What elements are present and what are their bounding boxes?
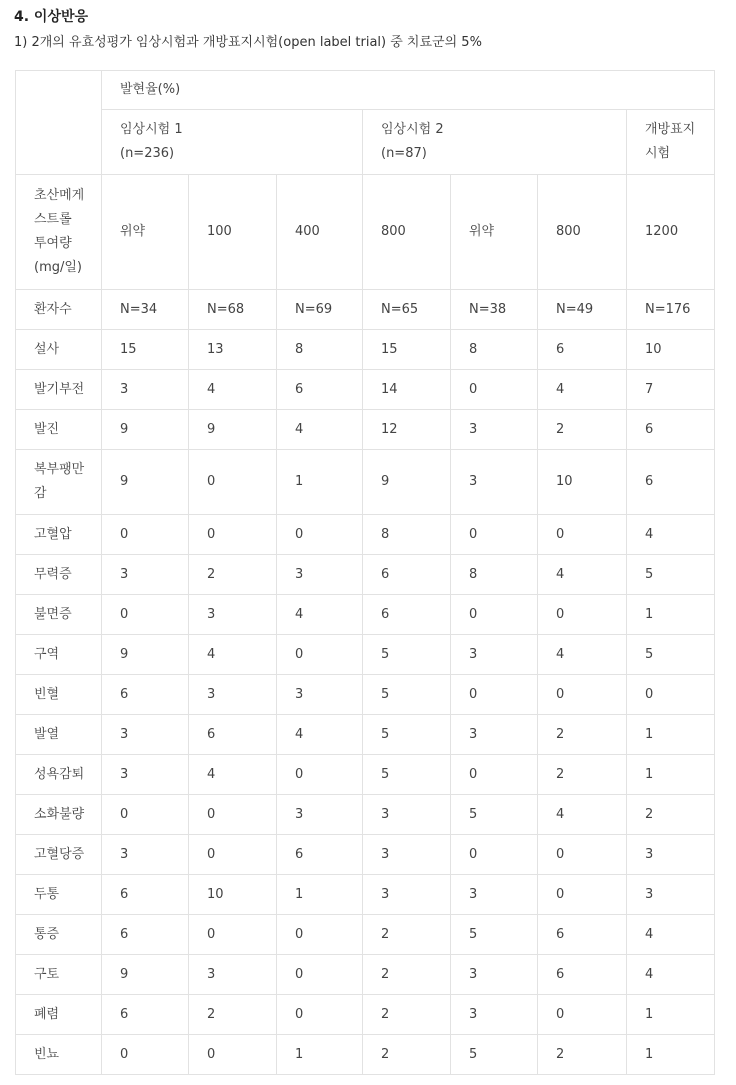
value-cell: 3 xyxy=(451,410,538,450)
value-cell: 0 xyxy=(102,515,189,555)
value-cell: 0 xyxy=(277,635,363,675)
row-label-cell: 성욕감퇴 xyxy=(16,755,102,795)
value-cell: 4 xyxy=(189,370,277,410)
section-subtitle: 1) 2개의 유효성평가 임상시험과 개방표지시험(open label trial) 중 치료군의 5% xyxy=(14,35,482,50)
value-cell: 6 xyxy=(102,675,189,715)
dose-label-line: 투여량 xyxy=(34,236,72,251)
value-cell: 8 xyxy=(363,515,451,555)
value-cell: 0 xyxy=(451,515,538,555)
value-cell: 0 xyxy=(277,915,363,955)
table-row xyxy=(16,755,715,795)
value-cell: 2 xyxy=(363,995,451,1035)
table-row xyxy=(16,715,715,755)
value-cell: 9 xyxy=(102,410,189,450)
section-heading: 4. 이상반응 xyxy=(14,9,89,25)
value-cell: 0 xyxy=(277,955,363,995)
value-cell: 5 xyxy=(363,675,451,715)
value-cell: 6 xyxy=(277,835,363,875)
value-cell: 4 xyxy=(627,515,715,555)
row-label-cell: 구토 xyxy=(16,955,102,995)
value-cell: 3 xyxy=(451,635,538,675)
value-cell: 12 xyxy=(363,410,451,450)
table-row xyxy=(16,515,715,555)
dose-cell: 1200 xyxy=(627,175,715,290)
value-cell: 9 xyxy=(102,450,189,515)
value-cell: 3 xyxy=(451,955,538,995)
row-label-cell: 고혈압 xyxy=(16,515,102,555)
value-cell: 5 xyxy=(627,635,715,675)
value-cell: 0 xyxy=(102,1035,189,1075)
patient-count-cell: N=49 xyxy=(538,290,627,330)
row-label-cell: 설사 xyxy=(16,330,102,370)
table-row xyxy=(16,635,715,675)
value-cell: 6 xyxy=(277,370,363,410)
dose-label-line: (mg/일) xyxy=(34,260,82,275)
group-header-line: (n=236) xyxy=(120,146,175,161)
value-cell: 6 xyxy=(189,715,277,755)
value-cell: 4 xyxy=(538,795,627,835)
group-header-open-label xyxy=(627,110,715,175)
row-label-cell: 빈뇨 xyxy=(16,1035,102,1075)
table-row xyxy=(16,555,715,595)
table-row xyxy=(16,835,715,875)
row-label-cell: 빈혈 xyxy=(16,675,102,715)
value-cell: 4 xyxy=(627,915,715,955)
value-cell: 6 xyxy=(363,555,451,595)
value-cell: 0 xyxy=(277,515,363,555)
value-cell: 3 xyxy=(363,875,451,915)
value-cell: 8 xyxy=(451,555,538,595)
value-cell: 6 xyxy=(538,330,627,370)
value-cell: 3 xyxy=(102,755,189,795)
table-row xyxy=(16,675,715,715)
value-cell: 6 xyxy=(538,915,627,955)
row-label-cell: 구역 xyxy=(16,635,102,675)
value-cell: 8 xyxy=(277,330,363,370)
value-cell: 6 xyxy=(363,595,451,635)
dose-label-line: 스트롤 xyxy=(34,212,72,227)
value-cell: 10 xyxy=(627,330,715,370)
value-cell: 5 xyxy=(627,555,715,595)
table-row xyxy=(16,955,715,995)
adverse-reactions-table xyxy=(15,70,715,1075)
group-header-trial-1 xyxy=(102,110,363,175)
dose-row xyxy=(16,175,715,290)
value-cell: 0 xyxy=(189,915,277,955)
value-cell: 3 xyxy=(102,370,189,410)
value-cell: 0 xyxy=(451,835,538,875)
value-cell: 4 xyxy=(189,635,277,675)
adverse-event-rows xyxy=(16,330,715,1075)
value-cell: 5 xyxy=(363,715,451,755)
dose-cell: 800 xyxy=(538,175,627,290)
value-cell: 3 xyxy=(102,555,189,595)
value-cell: 4 xyxy=(277,715,363,755)
value-cell: 0 xyxy=(451,370,538,410)
value-cell: 9 xyxy=(189,410,277,450)
value-cell: 4 xyxy=(538,370,627,410)
value-cell: 3 xyxy=(189,595,277,635)
value-cell: 2 xyxy=(363,915,451,955)
dose-cell: 100 xyxy=(189,175,277,290)
value-cell: 2 xyxy=(189,995,277,1035)
header-row-rate xyxy=(16,71,715,110)
value-cell: 2 xyxy=(538,755,627,795)
value-cell: 3 xyxy=(102,835,189,875)
patient-count-cell: N=69 xyxy=(277,290,363,330)
rate-header-cell: 발현율(%) xyxy=(102,71,715,110)
value-cell: 0 xyxy=(451,675,538,715)
patient-count-cell: N=68 xyxy=(189,290,277,330)
group-header-line: 임상시험 2 xyxy=(381,122,444,137)
patient-count-cell: N=38 xyxy=(451,290,538,330)
value-cell: 6 xyxy=(627,410,715,450)
row-label-cell: 두통 xyxy=(16,875,102,915)
value-cell: 0 xyxy=(538,515,627,555)
dose-cell: 위약 xyxy=(102,175,189,290)
value-cell: 0 xyxy=(538,995,627,1035)
patient-count-cell: N=34 xyxy=(102,290,189,330)
group-header-line: (n=87) xyxy=(381,146,427,161)
patient-count-label: 환자수 xyxy=(16,290,102,330)
value-cell: 7 xyxy=(627,370,715,410)
value-cell: 1 xyxy=(277,875,363,915)
table-row xyxy=(16,1035,715,1075)
value-cell: 4 xyxy=(538,635,627,675)
value-cell: 3 xyxy=(363,835,451,875)
table-row xyxy=(16,915,715,955)
header-corner-cell xyxy=(16,71,102,175)
table-row xyxy=(16,875,715,915)
value-cell: 4 xyxy=(189,755,277,795)
value-cell: 5 xyxy=(363,635,451,675)
row-label-cell: 발진 xyxy=(16,410,102,450)
value-cell: 3 xyxy=(451,875,538,915)
group-header-line: 임상시험 1 xyxy=(120,122,183,137)
value-cell: 2 xyxy=(363,955,451,995)
group-header-trial-2 xyxy=(363,110,627,175)
value-cell: 14 xyxy=(363,370,451,410)
value-cell: 6 xyxy=(627,450,715,515)
value-cell: 3 xyxy=(451,450,538,515)
value-cell: 3 xyxy=(277,675,363,715)
row-label-line: 감 xyxy=(34,486,47,501)
value-cell: 0 xyxy=(277,755,363,795)
row-label-cell: 발기부전 xyxy=(16,370,102,410)
value-cell: 9 xyxy=(363,450,451,515)
value-cell: 2 xyxy=(627,795,715,835)
value-cell: 6 xyxy=(538,955,627,995)
row-label-cell: 발열 xyxy=(16,715,102,755)
value-cell: 0 xyxy=(538,595,627,635)
dose-cell: 위약 xyxy=(451,175,538,290)
value-cell: 5 xyxy=(451,915,538,955)
row-label-cell: 불면증 xyxy=(16,595,102,635)
value-cell: 1 xyxy=(627,595,715,635)
patient-count-row xyxy=(16,290,715,330)
dose-label-line: 초산메게 xyxy=(34,188,85,203)
value-cell: 2 xyxy=(363,1035,451,1075)
value-cell: 2 xyxy=(538,715,627,755)
row-label-cell: 소화불량 xyxy=(16,795,102,835)
value-cell: 1 xyxy=(277,1035,363,1075)
value-cell: 0 xyxy=(189,450,277,515)
row-label-line: 복부팽만 xyxy=(34,462,85,477)
row-label-cell xyxy=(16,450,102,515)
table-row xyxy=(16,450,715,515)
value-cell: 4 xyxy=(538,555,627,595)
value-cell: 9 xyxy=(102,955,189,995)
value-cell: 3 xyxy=(627,875,715,915)
value-cell: 9 xyxy=(102,635,189,675)
table-row xyxy=(16,370,715,410)
row-label-cell: 통증 xyxy=(16,915,102,955)
value-cell: 0 xyxy=(451,595,538,635)
value-cell: 5 xyxy=(363,755,451,795)
value-cell: 3 xyxy=(189,955,277,995)
dose-label-cell xyxy=(16,175,102,290)
value-cell: 3 xyxy=(627,835,715,875)
value-cell: 4 xyxy=(627,955,715,995)
value-cell: 10 xyxy=(538,450,627,515)
row-label-cell: 고혈당증 xyxy=(16,835,102,875)
table-row xyxy=(16,995,715,1035)
value-cell: 2 xyxy=(189,555,277,595)
value-cell: 0 xyxy=(538,835,627,875)
group-header-line: 개방표지 xyxy=(645,122,696,137)
row-label-cell: 폐렴 xyxy=(16,995,102,1035)
header-row-groups xyxy=(16,110,715,175)
table-row xyxy=(16,330,715,370)
value-cell: 0 xyxy=(189,515,277,555)
table-row xyxy=(16,595,715,635)
value-cell: 1 xyxy=(627,715,715,755)
patient-count-cell: N=65 xyxy=(363,290,451,330)
value-cell: 3 xyxy=(189,675,277,715)
value-cell: 4 xyxy=(277,595,363,635)
value-cell: 2 xyxy=(538,410,627,450)
value-cell: 0 xyxy=(538,875,627,915)
value-cell: 0 xyxy=(189,835,277,875)
value-cell: 1 xyxy=(627,755,715,795)
value-cell: 8 xyxy=(451,330,538,370)
value-cell: 2 xyxy=(538,1035,627,1075)
table-row xyxy=(16,795,715,835)
value-cell: 0 xyxy=(277,995,363,1035)
dose-cell: 400 xyxy=(277,175,363,290)
value-cell: 0 xyxy=(189,795,277,835)
value-cell: 6 xyxy=(102,995,189,1035)
value-cell: 0 xyxy=(538,675,627,715)
value-cell: 1 xyxy=(627,1035,715,1075)
table-row xyxy=(16,410,715,450)
value-cell: 6 xyxy=(102,915,189,955)
value-cell: 0 xyxy=(627,675,715,715)
patient-count-cell: N=176 xyxy=(627,290,715,330)
value-cell: 0 xyxy=(102,795,189,835)
dose-cell: 800 xyxy=(363,175,451,290)
value-cell: 4 xyxy=(277,410,363,450)
value-cell: 3 xyxy=(451,995,538,1035)
value-cell: 0 xyxy=(451,755,538,795)
value-cell: 15 xyxy=(363,330,451,370)
value-cell: 3 xyxy=(363,795,451,835)
value-cell: 0 xyxy=(189,1035,277,1075)
value-cell: 3 xyxy=(451,715,538,755)
value-cell: 1 xyxy=(277,450,363,515)
value-cell: 0 xyxy=(102,595,189,635)
value-cell: 15 xyxy=(102,330,189,370)
value-cell: 5 xyxy=(451,795,538,835)
value-cell: 10 xyxy=(189,875,277,915)
group-header-line: 시험 xyxy=(645,146,671,161)
value-cell: 3 xyxy=(102,715,189,755)
value-cell: 5 xyxy=(451,1035,538,1075)
value-cell: 3 xyxy=(277,795,363,835)
value-cell: 6 xyxy=(102,875,189,915)
value-cell: 13 xyxy=(189,330,277,370)
row-label-cell: 무력증 xyxy=(16,555,102,595)
value-cell: 3 xyxy=(277,555,363,595)
value-cell: 1 xyxy=(627,995,715,1035)
